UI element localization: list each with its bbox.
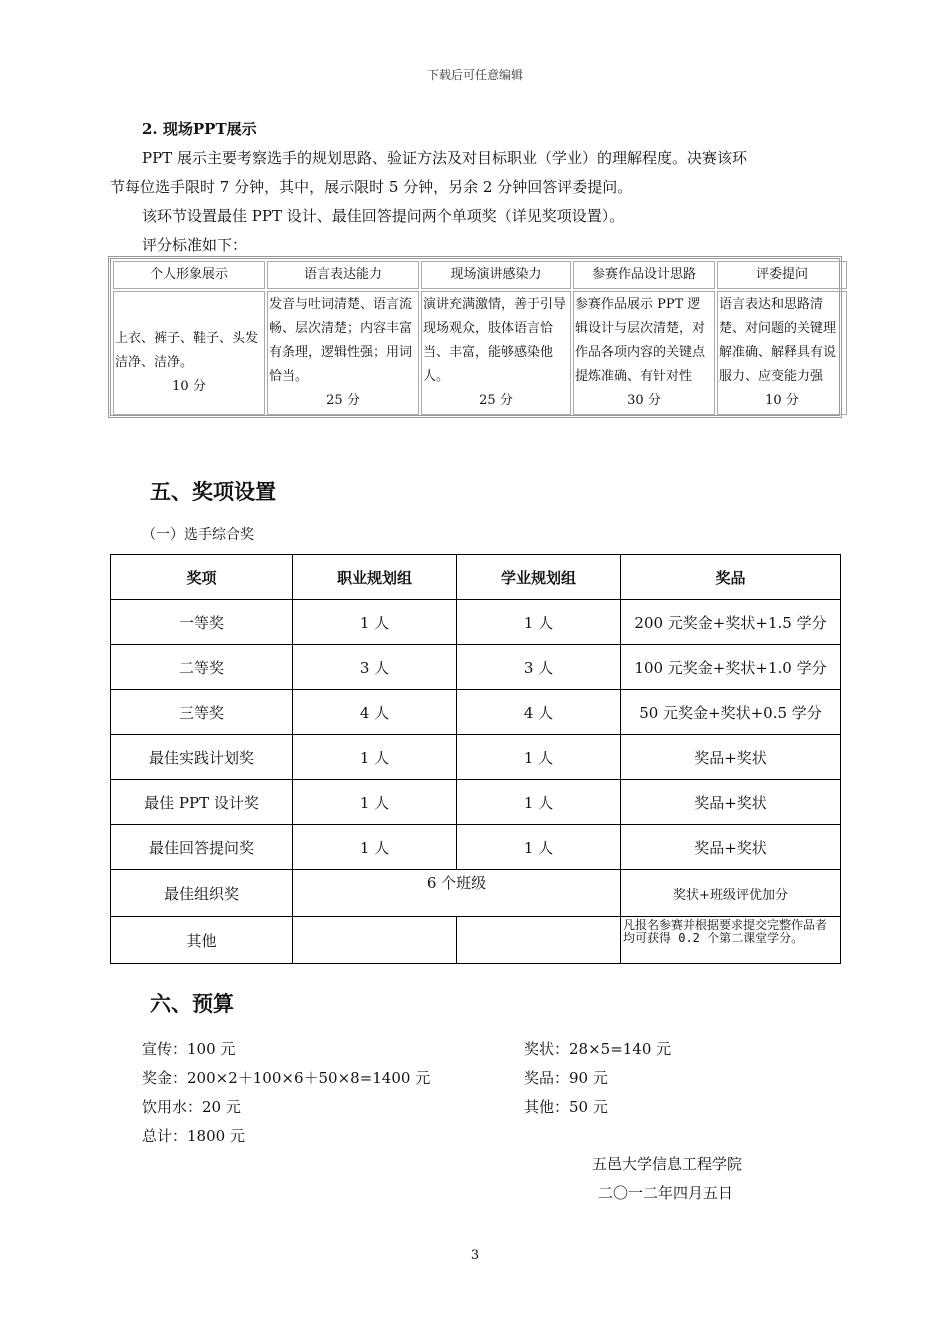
signature-date: 二〇一二年四月五日 [598, 1184, 734, 1202]
column-header: 职业规划组 [293, 555, 457, 600]
career-count: 1 人 [293, 780, 457, 825]
score-header: 语言表达能力 [267, 261, 419, 289]
score-header: 现场演讲感染力 [421, 261, 571, 289]
score-cell [421, 291, 571, 415]
criteria-text: 参赛作品展示 PPT 逻辑设计与层次清楚，对作品各项内容的关键点提炼准确、有针对性 [575, 297, 706, 384]
score-cell [573, 291, 715, 415]
criteria-text: 发音与吐词清楚、语言流畅、层次清楚；内容丰富有条理，逻辑性强；用词恰当。 [269, 297, 413, 384]
budget-item: 奖金：200×2＋100×6＋50×8=1400 元 [142, 1069, 431, 1087]
table-row [111, 917, 841, 964]
career-count: 3 人 [293, 645, 457, 690]
score-header: 个人形象展示 [113, 261, 265, 289]
career-count: 1 人 [293, 600, 457, 645]
column-header: 学业规划组 [457, 555, 621, 600]
award-name: 最佳实践计划奖 [111, 735, 293, 780]
points: 25 分 [479, 393, 513, 408]
academic-count: 4 人 [457, 690, 621, 735]
column-header: 奖品 [621, 555, 841, 600]
awards-table [110, 554, 841, 964]
prize: 奖状+班级评优加分 [621, 870, 841, 917]
empty-cell [457, 917, 621, 964]
prize: 奖品+奖状 [621, 825, 841, 870]
budget-item: 奖品：90 元 [524, 1069, 608, 1087]
prize: 凡报名参赛并根据要求提交完整作品者均可获得 0.2 个第二课堂学分。 [621, 917, 841, 964]
budget-item: 其他：50 元 [524, 1098, 608, 1116]
prize: 奖品+奖状 [621, 735, 841, 780]
budget-item: 饮用水：20 元 [142, 1098, 241, 1116]
academic-count: 1 人 [457, 600, 621, 645]
score-cell [113, 291, 265, 415]
empty-cell [293, 917, 457, 964]
table-row [111, 870, 841, 917]
award-name: 一等奖 [111, 600, 293, 645]
points: 25 分 [326, 393, 360, 408]
table-row [111, 825, 841, 870]
award-name: 二等奖 [111, 645, 293, 690]
section-heading: 五、奖项设置 [150, 479, 276, 504]
criteria-text: 演讲充满激情，善于引导现场观众，肢体语言恰当、丰富，能够感染他人。 [423, 297, 567, 384]
prize: 200 元奖金+奖状+1.5 学分 [621, 600, 841, 645]
scoring-table [108, 256, 842, 418]
award-name: 最佳 PPT 设计奖 [111, 780, 293, 825]
career-count: 1 人 [293, 735, 457, 780]
score-cell [267, 291, 419, 415]
academic-count: 1 人 [457, 735, 621, 780]
career-count: 1 人 [293, 825, 457, 870]
table-header-row [111, 555, 841, 600]
score-header: 参赛作品设计思路 [573, 261, 715, 289]
paragraph: PPT 展示主要考察选手的规划思路、验证方法及对目标职业（学业）的理解程度。决赛该环 [142, 149, 747, 167]
page-header: 下载后可任意编辑 [426, 68, 523, 82]
career-count: 4 人 [293, 690, 457, 735]
section-heading: 六、预算 [150, 991, 234, 1016]
paragraph: 评分标准如下： [142, 236, 248, 254]
budget-item: 总计：1800 元 [142, 1127, 245, 1145]
signature-org: 五邑大学信息工程学院 [592, 1155, 743, 1173]
budget-item: 宣传：100 元 [142, 1040, 236, 1058]
criteria-text: 上衣、裤子、鞋子、头发洁净、洁净。 [115, 330, 259, 370]
column-header: 奖项 [111, 555, 293, 600]
award-name: 其他 [111, 917, 293, 964]
section-title: 2. 现场PPT展示 [142, 120, 257, 138]
points: 30 分 [627, 393, 661, 408]
points: 10 分 [172, 378, 206, 394]
award-name: 三等奖 [111, 690, 293, 735]
table-row [111, 600, 841, 645]
points: 10 分 [765, 393, 799, 408]
table-row [111, 645, 841, 690]
criteria-text: 语言表达和思路清楚、对问题的关键理解准确、解释具有说服力、应变能力强 [719, 297, 837, 384]
prize: 50 元奖金+奖状+0.5 学分 [621, 690, 841, 735]
score-header: 评委提问 [717, 261, 847, 289]
budget-item: 奖状：28×5=140 元 [524, 1040, 672, 1058]
subsection-title: （一）选手综合奖 [142, 527, 254, 543]
academic-count: 1 人 [457, 825, 621, 870]
paragraph: 节每位选手限时 7 分钟，其中，展示限时 5 分钟，另余 2 分钟回答评委提问。 [110, 178, 633, 196]
academic-count: 3 人 [457, 645, 621, 690]
academic-count: 1 人 [457, 780, 621, 825]
paragraph: 该环节设置最佳 PPT 设计、最佳回答提问两个单项奖（详见奖项设置）。 [142, 207, 625, 225]
prize: 奖品+奖状 [621, 780, 841, 825]
table-row [111, 690, 841, 735]
award-name: 最佳组织奖 [111, 870, 293, 917]
table-row [111, 780, 841, 825]
page-number: 3 [470, 1248, 480, 1263]
table-row [111, 735, 841, 780]
org-award-count: 6 个班级 [293, 870, 621, 917]
score-cell [717, 291, 847, 415]
award-name: 最佳回答提问奖 [111, 825, 293, 870]
prize: 100 元奖金+奖状+1.0 学分 [621, 645, 841, 690]
